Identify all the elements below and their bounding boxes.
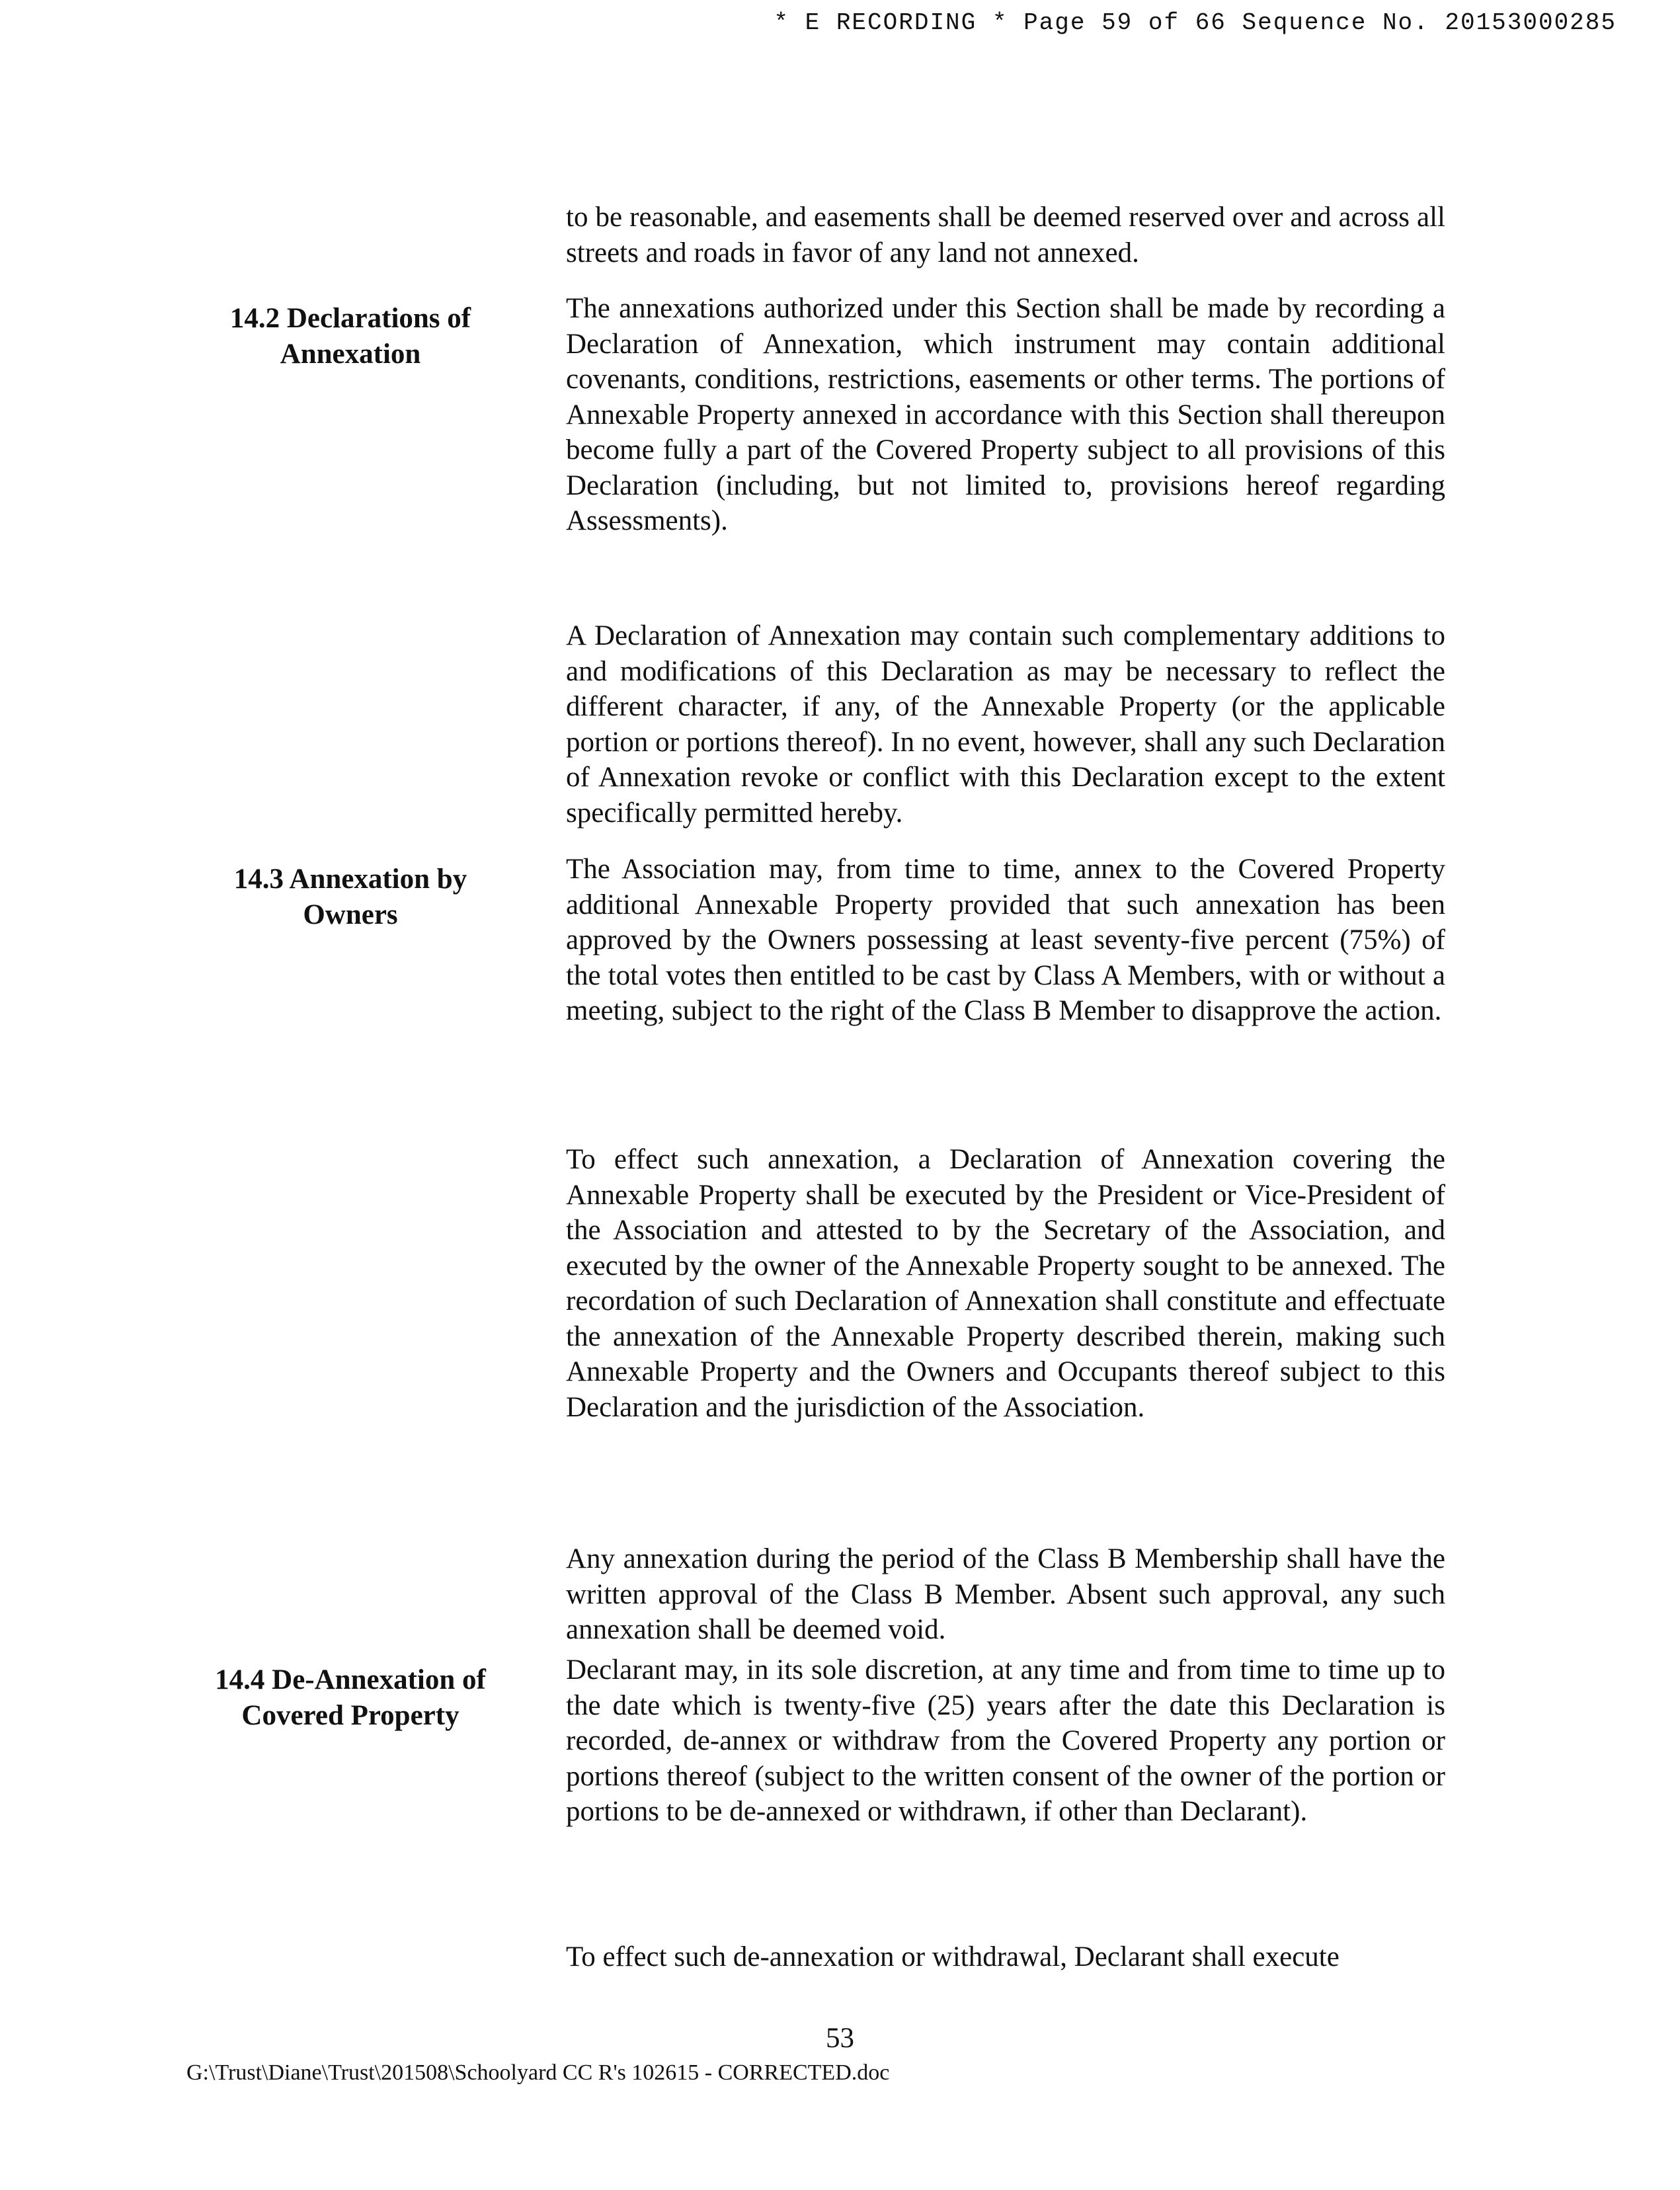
paragraph-14-2-b: A Declaration of Annexation may contain such complementary additions to and modifications of this Declaration as may be necessary to reflect the different character, if any, of the Annexable Property (or the applicable portion or portions thereof). In no event, however, shall any such Declaration of Annexation revoke or conflict with this Declaration except to the extent specifically permitted hereby. xyxy=(566,620,1445,829)
section-heading-line: 14.2 Declarations of xyxy=(229,303,471,334)
paragraph-14-2-a: The annexations authorized under this Section shall be made by recording a Declaration of Annexation, which instrument may contain additional covenants, conditions, restrictions, easements or other terms. The portions of Annexable Property annexed in accordance with this Section shall thereupon become fully a part of the Covered Property subject to all provisions of this Declaration (including, but not limited to, provisions hereof regarding Assessments). xyxy=(566,293,1445,536)
section-heading-line: 14.3 Annexation by xyxy=(233,864,467,895)
document-file-path: G:\Trust\Diane\Trust\201508\Schoolyard CC R's 102615 - CORRECTED.doc xyxy=(186,2060,890,2085)
page-number: 53 xyxy=(826,2023,854,2054)
section-heading-14-4 xyxy=(165,1662,536,1733)
section-heading-line: Owners xyxy=(303,899,398,930)
section-heading-14-3 xyxy=(165,862,536,932)
paragraph-14-3-b: To effect such annexation, a Declaration of Annexation covering the Annexable Property shall be executed by the President or Vice-President of the Association and attested to by the Secretary of the Association, and executed by the owner of the Annexable Property sought to be annexed. The recordation of such Declaration of Annexation shall constitute and effectuate the annexation of the Annexable Property described therein, making such Annexable Property and the Owners and Occupants thereof subject to this Declaration and the jurisdiction of the Association. xyxy=(566,1144,1445,1423)
section-heading-14-2 xyxy=(165,301,536,372)
paragraph-14-3-c: Any annexation during the period of the Class B Membership shall have the written approval of the Class B Member. Absent such approval, any such annexation shall be deemed void. xyxy=(566,1543,1445,1645)
paragraph-continuation: to be reasonable, and easements shall be deemed reserved over and across all streets and roads in favor of any land not annexed. xyxy=(566,202,1445,268)
paragraph-14-3-a: The Association may, from time to time, annex to the Covered Property additional Annexable Property provided that such annexation has been approved by the Owners possessing at least seventy-five percent (75%) of the total votes then entitled to be cast by Class A Members, with or without a meeting, subject to the right of the Class B Member to disapprove the action. xyxy=(566,854,1445,1026)
section-heading-line: Covered Property xyxy=(241,1699,460,1731)
recording-header: * E RECORDING * Page 59 of 66 Sequence No. 20153000285 xyxy=(774,9,1617,36)
section-heading-line: 14.4 De-Annexation of xyxy=(215,1664,486,1695)
paragraph-14-4-b: To effect such de-annexation or withdrawal, Declarant shall execute xyxy=(566,1941,1340,1972)
paragraph-14-4-a: Declarant may, in its sole discretion, at any time and from time to time up to the date which is twenty-five (25) years after the date this Declaration is recorded, de-annex or withdraw from the Covered Property any portion or portions thereof (subject to the written consent of the owner of the portion or portions to be de-annexed or withdrawn, if other than Declarant). xyxy=(566,1654,1445,1827)
section-heading-line: Annexation xyxy=(280,338,421,370)
